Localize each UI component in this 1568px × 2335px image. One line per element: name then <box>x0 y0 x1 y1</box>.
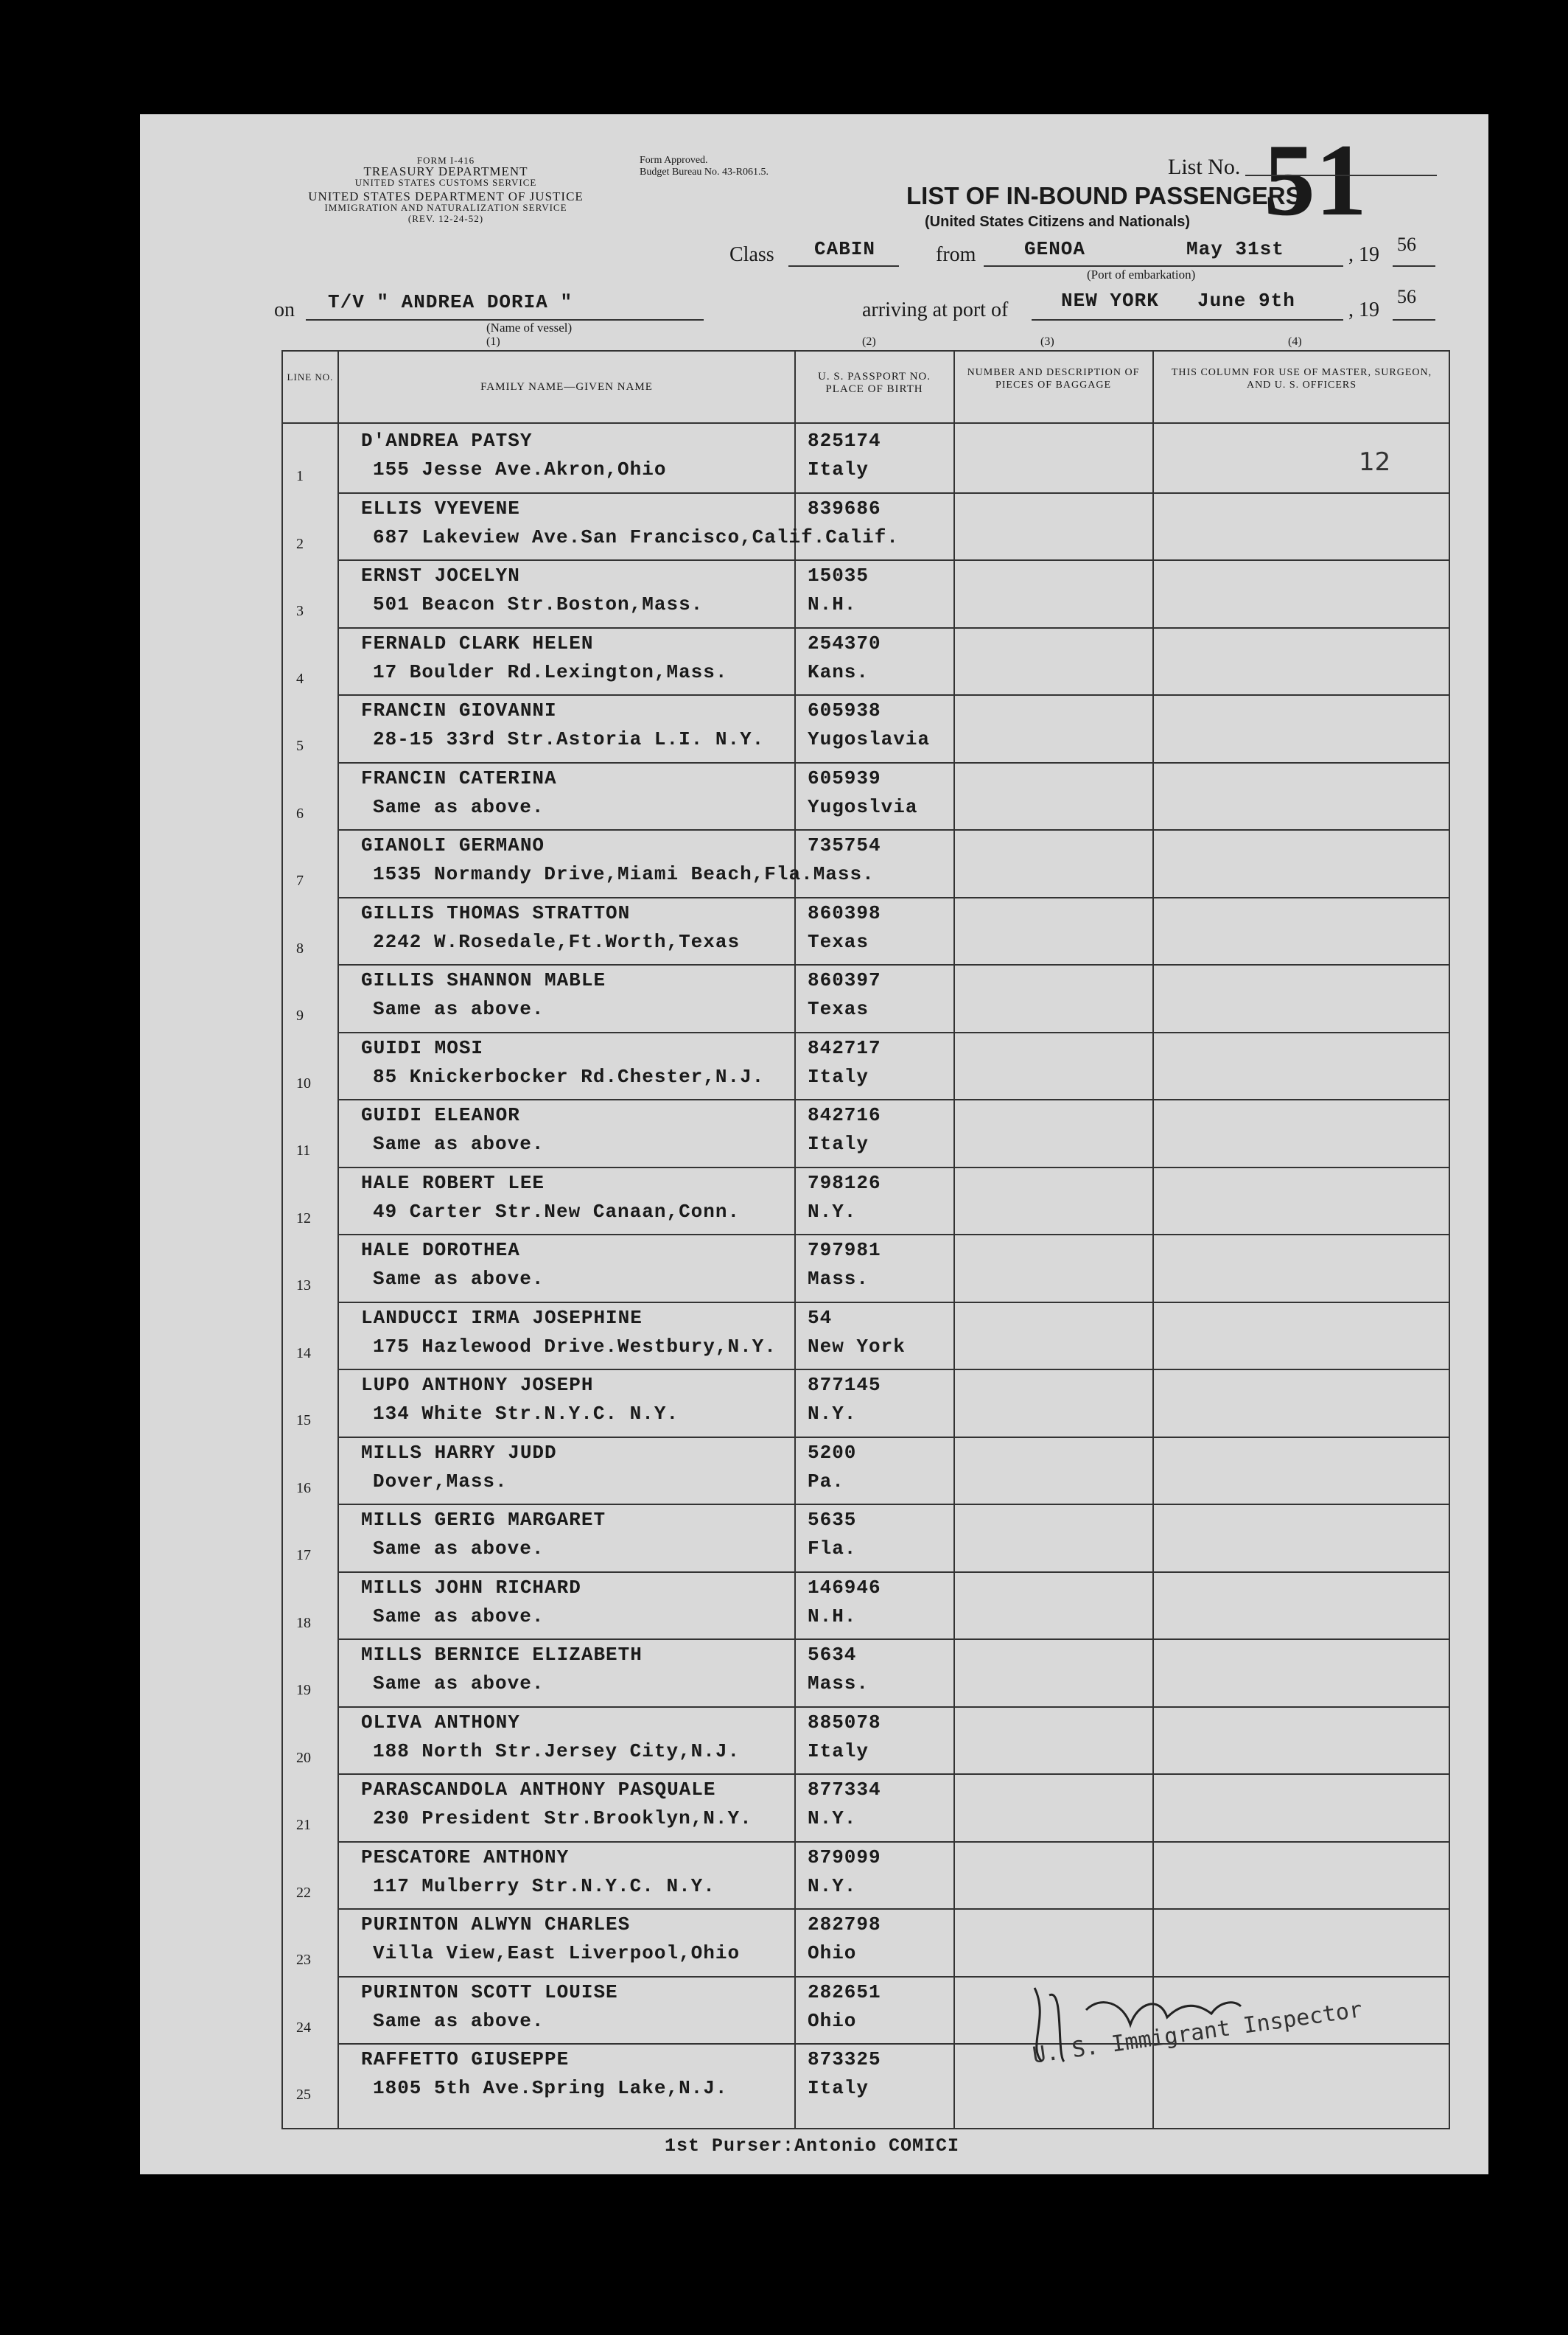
passport-number: 877334 <box>808 1779 881 1801</box>
place-of-birth: Texas <box>808 998 869 1020</box>
passenger-name: GIANOLI GERMANO <box>361 834 545 856</box>
passport-number: 877145 <box>808 1374 881 1396</box>
port-caption: (Port of embarkation) <box>1087 268 1196 282</box>
passenger-address: 117 Mulberry Str.N.Y.C. N.Y. <box>373 1874 715 1897</box>
passenger-name: LANDUCCI IRMA JOSEPHINE <box>361 1306 643 1329</box>
place-of-birth: Yugoslvia <box>808 795 918 818</box>
line-number: 18 <box>296 1614 311 1631</box>
embarkation-year: 56 <box>1397 234 1416 255</box>
list-no-label: List No. <box>1168 155 1241 179</box>
line-number: 22 <box>296 1884 311 1901</box>
line-number: 17 <box>296 1547 311 1563</box>
from-label: from <box>936 243 976 266</box>
passenger-name: GUIDI MOSI <box>361 1036 484 1059</box>
line-number: 9 <box>296 1008 304 1024</box>
passport-number: 254370 <box>808 632 881 655</box>
passport-number: 15035 <box>808 565 869 587</box>
line-number: 4 <box>296 670 304 687</box>
line-number: 24 <box>296 2019 311 2036</box>
table-row <box>283 628 1449 695</box>
passenger-address: 28-15 33rd Str.Astoria L.I. N.Y. <box>373 728 765 750</box>
passenger-name: PURINTON SCOTT LOUISE <box>361 1980 618 2003</box>
document-title: LIST OF IN-BOUND PASSENGERS <box>906 182 1302 209</box>
col-header-officers: THIS COLUMN FOR USE OF MASTER, SURGEON, AND U. S. OFFICERS <box>1171 367 1432 391</box>
line-number: 14 <box>296 1344 311 1361</box>
passenger-name: FERNALD CLARK HELEN <box>361 632 594 655</box>
arrival-port: NEW YORK <box>1061 290 1159 312</box>
dept-treasury-sub: UNITED STATES CUSTOMS SERVICE <box>354 177 537 188</box>
place-of-birth: Texas <box>808 930 869 953</box>
table-row <box>283 1909 1449 1976</box>
passenger-name: GILLIS THOMAS STRATTON <box>361 901 631 924</box>
officer-note: 12 <box>1359 447 1391 477</box>
place-of-birth: Kans. <box>808 660 869 683</box>
passenger-address: Same as above. <box>373 795 545 818</box>
passenger-name: MILLS JOHN RICHARD <box>361 1576 581 1599</box>
passport-number: 842717 <box>808 1036 881 1059</box>
line-number: 7 <box>296 873 304 889</box>
passenger-address: Same as above. <box>373 1268 545 1290</box>
passport-number: 605939 <box>808 767 881 789</box>
line-number: 10 <box>296 1075 311 1092</box>
form-revision: (REV. 12-24-52) <box>407 213 484 224</box>
inspector-signature <box>1020 1973 1256 2069</box>
passport-number: 5634 <box>808 1644 857 1666</box>
passport-number: 5635 <box>808 1509 857 1531</box>
table-row <box>283 1504 1449 1571</box>
from-underline <box>984 265 1343 267</box>
line-number: 6 <box>296 805 304 822</box>
col-header-line-no: LINE NO. <box>287 371 334 383</box>
arrival-underline <box>1032 319 1343 321</box>
line-number: 20 <box>296 1749 311 1766</box>
form-department-block <box>273 155 619 224</box>
dept-treasury: TREASURY DEPARTMENT <box>363 164 528 178</box>
passport-number: 798126 <box>808 1171 881 1194</box>
place-of-birth: N.Y. <box>808 1200 857 1223</box>
passenger-name: HALE ROBERT LEE <box>361 1171 545 1194</box>
passenger-address: 230 President Str.Brooklyn,N.Y. <box>373 1807 752 1829</box>
passenger-address: Villa View,East Liverpool,Ohio <box>373 1942 741 1964</box>
passenger-name: GILLIS SHANNON MABLE <box>361 969 606 991</box>
line-number: 21 <box>296 1817 311 1833</box>
passenger-name: HALE DOROTHEA <box>361 1239 520 1261</box>
table-row <box>283 1235 1449 1302</box>
passport-number: 885078 <box>808 1711 881 1734</box>
line-number: 13 <box>296 1277 311 1294</box>
passenger-name: MILLS GERIG MARGARET <box>361 1509 606 1531</box>
place-of-birth: N.H. <box>808 593 857 615</box>
passport-number: 54 <box>808 1306 833 1329</box>
passport-number: 825174 <box>808 430 881 452</box>
passenger-name: RAFFETTO GIUSEPPE <box>361 2048 570 2070</box>
place-of-birth: Yugoslavia <box>808 728 931 750</box>
passenger-address: 49 Carter Str.New Canaan,Conn. <box>373 1200 741 1223</box>
place-of-birth: N.H. <box>808 1605 857 1627</box>
place-of-birth: Pa. <box>808 1470 844 1493</box>
table-row <box>283 1572 1449 1639</box>
form-number: FORM I-416 <box>416 155 475 166</box>
table-row <box>283 965 1449 1032</box>
budget-bureau: Budget Bureau No. 43-R061.5. <box>640 167 769 178</box>
embarkation-date: May 31st <box>1186 238 1284 260</box>
passenger-name: ERNST JOCELYN <box>361 565 520 587</box>
passenger-address: 155 Jesse Ave.Akron,Ohio <box>373 458 667 481</box>
class-label: Class <box>729 243 774 266</box>
col-header-name: FAMILY NAME—GIVEN NAME <box>480 381 653 393</box>
vessel-name: T/V " ANDREA DORIA " <box>328 291 573 313</box>
line-number: 12 <box>296 1210 311 1226</box>
embarkation-port: GENOA <box>1024 238 1086 260</box>
line-number: 2 <box>296 535 304 552</box>
line-number: 8 <box>296 940 304 957</box>
passenger-address: 501 Beacon Str.Boston,Mass. <box>373 593 704 615</box>
table-row <box>283 1100 1449 1167</box>
manifest-page <box>140 114 1488 2174</box>
table-row <box>283 493 1449 560</box>
table-row <box>283 2044 1449 2111</box>
place-of-birth: N.Y. <box>808 1874 857 1897</box>
col1-number: (1) <box>486 335 500 348</box>
passenger-address: 17 Boulder Rd.Lexington,Mass. <box>373 660 728 683</box>
table-row <box>283 1168 1449 1235</box>
arrival-year: 56 <box>1397 286 1416 307</box>
passport-number: 797981 <box>808 1239 881 1261</box>
year1-underline <box>1393 265 1435 267</box>
vessel-caption: (Name of vessel) <box>486 321 573 335</box>
col3-number: (3) <box>1040 335 1054 348</box>
place-of-birth: Ohio <box>808 2009 857 2032</box>
table-row <box>283 830 1449 897</box>
passenger-name: PARASCANDOLA ANTHONY PASQUALE <box>361 1779 716 1801</box>
table-row <box>283 560 1449 627</box>
table-row <box>283 1437 1449 1504</box>
inspector-stamp: U. S. Immigrant Inspector <box>1031 1997 1365 2069</box>
passenger-address: Same as above. <box>373 1538 545 1560</box>
passenger-name: D'ANDREA PATSY <box>361 430 533 452</box>
place-of-birth: N.Y. <box>808 1403 857 1425</box>
place-of-birth: Italy <box>808 1065 869 1088</box>
place-of-birth: New York <box>808 1335 906 1358</box>
place-of-birth: Ohio <box>808 1942 857 1964</box>
passport-number: 873325 <box>808 2048 881 2070</box>
table-row <box>283 898 1449 965</box>
passenger-address: 188 North Str.Jersey City,N.J. <box>373 1739 741 1762</box>
list-no-underline <box>1245 175 1437 176</box>
line-number: 5 <box>296 738 304 754</box>
year2-underline <box>1393 319 1435 321</box>
col4-number: (4) <box>1288 335 1302 348</box>
passenger-address: Dover,Mass. <box>373 1470 508 1493</box>
col-header-passport: U. S. PASSPORT NO. PLACE OF BIRTH <box>818 371 931 395</box>
table-row <box>283 1369 1449 1437</box>
passenger-address: 1805 5th Ave.Spring Lake,N.J. <box>373 2077 728 2099</box>
form-approved: Form Approved. <box>640 155 708 166</box>
passport-number: 860398 <box>808 901 881 924</box>
place-of-birth: Mass. <box>808 1672 869 1694</box>
line-number: 11 <box>296 1142 311 1159</box>
passenger-address: 2242 W.Rosedale,Ft.Worth,Texas <box>373 930 741 953</box>
passport-number: 860397 <box>808 969 881 991</box>
place-of-birth: Italy <box>808 458 869 481</box>
list-number: 51 <box>1264 123 1367 237</box>
table-row <box>283 1033 1449 1100</box>
passenger-address: Same as above. <box>373 1605 545 1627</box>
passenger-name: PURINTON ALWYN CHARLES <box>361 1913 631 1936</box>
class-underline <box>788 265 899 267</box>
col-header-baggage: NUMBER AND DESCRIPTION OF PIECES OF BAGGAGE <box>967 367 1140 391</box>
document-subtitle: (United States Citizens and Nationals) <box>925 214 1191 230</box>
place-of-birth: Mass. <box>808 1268 869 1290</box>
passenger-address: 175 Hazlewood Drive.Westbury,N.Y. <box>373 1335 777 1358</box>
place-of-birth: Italy <box>808 2077 869 2099</box>
table-row <box>283 1707 1449 1774</box>
table-row <box>283 1302 1449 1369</box>
passport-number: 282798 <box>808 1913 881 1936</box>
passenger-name: LUPO ANTHONY JOSEPH <box>361 1374 594 1396</box>
line-number: 16 <box>296 1479 311 1496</box>
passenger-name: GUIDI ELEANOR <box>361 1104 520 1126</box>
dept-justice: UNITED STATES DEPARTMENT OF JUSTICE <box>308 189 584 203</box>
passport-number: 146946 <box>808 1576 881 1599</box>
line-number: 15 <box>296 1412 311 1428</box>
line-number: 19 <box>296 1682 311 1698</box>
passenger-name: ELLIS VYEVENE <box>361 497 520 520</box>
passport-number: 735754 <box>808 834 881 856</box>
passenger-address: 134 White Str.N.Y.C. N.Y. <box>373 1403 679 1425</box>
arriving-label: arriving at port of <box>862 299 1009 321</box>
passenger-address: 687 Lakeview Ave.San Francisco,Calif.Calif. <box>373 526 899 548</box>
passenger-address: 1535 Normandy Drive,Miami Beach,Fla.Mass. <box>373 863 875 885</box>
table-row <box>283 425 1449 492</box>
passport-number: 842716 <box>808 1104 881 1126</box>
header-divider <box>283 422 1449 424</box>
passenger-name: FRANCIN CATERINA <box>361 767 557 789</box>
place-of-birth: Italy <box>808 1133 869 1155</box>
on-label: on <box>274 299 295 321</box>
passenger-name: OLIVA ANTHONY <box>361 1711 520 1734</box>
place-of-birth: Fla. <box>808 1538 857 1560</box>
passenger-address: Same as above. <box>373 2009 545 2032</box>
arrival-date: June 9th <box>1197 290 1295 312</box>
passenger-name: PESCATORE ANTHONY <box>361 1846 570 1868</box>
table-row <box>283 1774 1449 1841</box>
dept-justice-sub: IMMIGRATION AND NATURALIZATION SERVICE <box>324 202 567 213</box>
passenger-name: FRANCIN GIOVANNI <box>361 699 557 722</box>
table-row <box>283 1842 1449 1909</box>
passport-number: 282651 <box>808 1980 881 2003</box>
passenger-name: MILLS BERNICE ELIZABETH <box>361 1644 643 1666</box>
place-of-birth: Italy <box>808 1739 869 1762</box>
line-number: 1 <box>296 468 304 484</box>
place-of-birth: N.Y. <box>808 1807 857 1829</box>
form-approval <box>640 155 769 178</box>
passport-number: 5200 <box>808 1441 857 1464</box>
line-number: 23 <box>296 1952 311 1968</box>
passenger-address: 85 Knickerbocker Rd.Chester,N.J. <box>373 1065 765 1088</box>
class-value: CABIN <box>814 238 876 260</box>
passport-number: 879099 <box>808 1846 881 1868</box>
passenger-address: Same as above. <box>373 998 545 1020</box>
passport-number: 839686 <box>808 497 881 520</box>
passenger-table <box>281 350 1450 2129</box>
line-number: 3 <box>296 603 304 619</box>
table-row <box>283 1639 1449 1706</box>
line-number: 25 <box>296 2087 311 2103</box>
col2-number: (2) <box>862 335 876 348</box>
year-prefix-1: , 19 <box>1348 243 1379 266</box>
passenger-name: MILLS HARRY JUDD <box>361 1441 557 1464</box>
table-row <box>283 763 1449 830</box>
year-prefix-2: , 19 <box>1348 299 1379 321</box>
table-row <box>283 695 1449 762</box>
purser-footer: 1st Purser:Antonio COMICI <box>665 2135 960 2157</box>
passport-number: 605938 <box>808 699 881 722</box>
passenger-address: Same as above. <box>373 1133 545 1155</box>
passenger-address: Same as above. <box>373 1672 545 1694</box>
